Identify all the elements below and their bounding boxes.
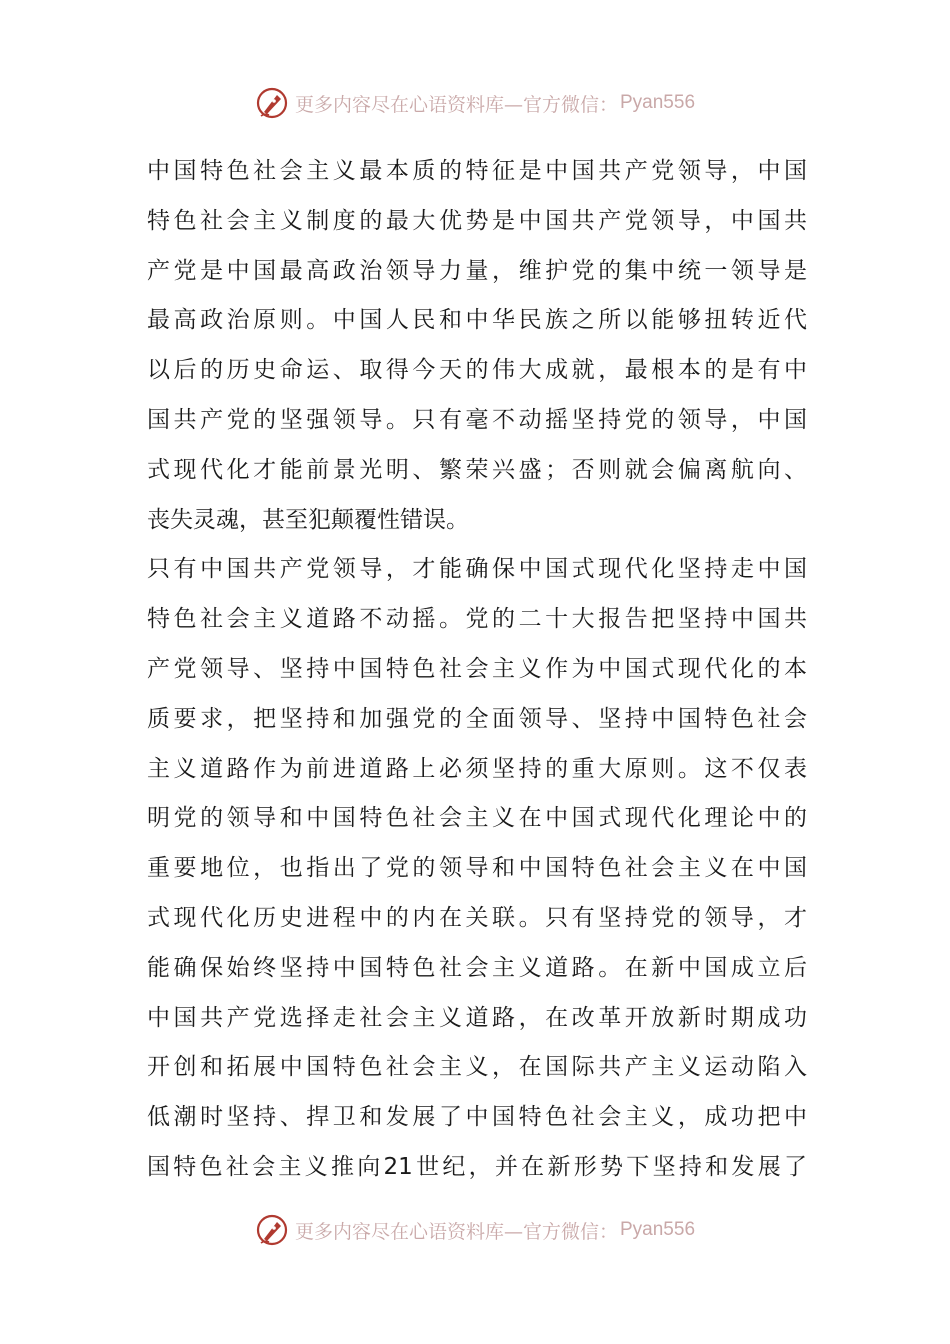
text-line: 特色社会主义制度的最大优势是中国共产党领导，中国共 <box>147 207 807 234</box>
text-line: 主义道路作为前进道路上必须坚持的重大原则。这不仅表 <box>147 755 807 782</box>
text-line: 特色社会主义道路不动摇。党的二十大报告把坚持中国共 <box>147 606 807 633</box>
watermark-text: 更多内容尽在心语资料库—官方微信： <box>294 93 618 116</box>
footer-watermark <box>0 1210 950 1250</box>
text-line: 中国特色社会主义最本质的特征是中国共产党领导，中国 <box>147 158 807 184</box>
text-line: 开创和拓展中国特色社会主义，在国际共产主义运动陷入 <box>147 1054 807 1081</box>
text-line: 最高政治原则。中国人民和中华民族之所以能够扭转近代 <box>147 307 807 334</box>
text-line: 国共产党的坚强领导。只有毫不动摇坚持党的领导，中国 <box>147 406 807 433</box>
text-line: 产党是中国最高政治领导力量，维护党的集中统一领导是 <box>147 257 807 284</box>
text-line: 中国共产党选择走社会主义道路，在改革开放新时期成功 <box>147 1004 807 1031</box>
text-line: 只有中国共产党领导，才能确保中国式现代化坚持走中国 <box>147 556 807 583</box>
text-line: 明党的领导和中国特色社会主义在中国式现代化理论中的 <box>147 805 807 832</box>
text-line: 国特色社会主义推向21世纪，并在新形势下坚持和发展了 <box>147 1153 807 1180</box>
document-body <box>147 147 807 1193</box>
watermark-wechat-id: Pyan556 <box>620 1219 696 1240</box>
header-watermark <box>0 83 950 123</box>
watermark-text: 更多内容尽在心语资料库—官方微信： <box>294 1220 618 1243</box>
text-line: 质要求，把坚持和加强党的全面领导、坚持中国特色社会 <box>147 705 807 732</box>
text-line: 式现代化才能前景光明、繁荣兴盛；否则就会偏离航向、 <box>147 456 807 483</box>
text-line: 能确保始终坚持中国特色社会主义道路。在新中国成立后 <box>147 954 807 981</box>
text-line: 重要地位，也指出了党的领导和中国特色社会主义在中国 <box>147 855 807 882</box>
text-line: 以后的历史命运、取得今天的伟大成就，最根本的是有中 <box>147 357 807 384</box>
watermark-wechat-id: Pyan556 <box>620 92 696 113</box>
pen-nib-circle-icon <box>255 1213 289 1247</box>
text-line: 产党领导、坚持中国特色社会主义作为中国式现代化的本 <box>147 655 807 682</box>
text-line: 低潮时坚持、捍卫和发展了中国特色社会主义，成功把中 <box>147 1104 807 1131</box>
text-line: 式现代化历史进程中的内在关联。只有坚持党的领导，才 <box>147 904 807 931</box>
pen-nib-circle-icon <box>255 86 289 120</box>
text-line: 丧失灵魂，甚至犯颠覆性错误。 <box>147 506 469 533</box>
